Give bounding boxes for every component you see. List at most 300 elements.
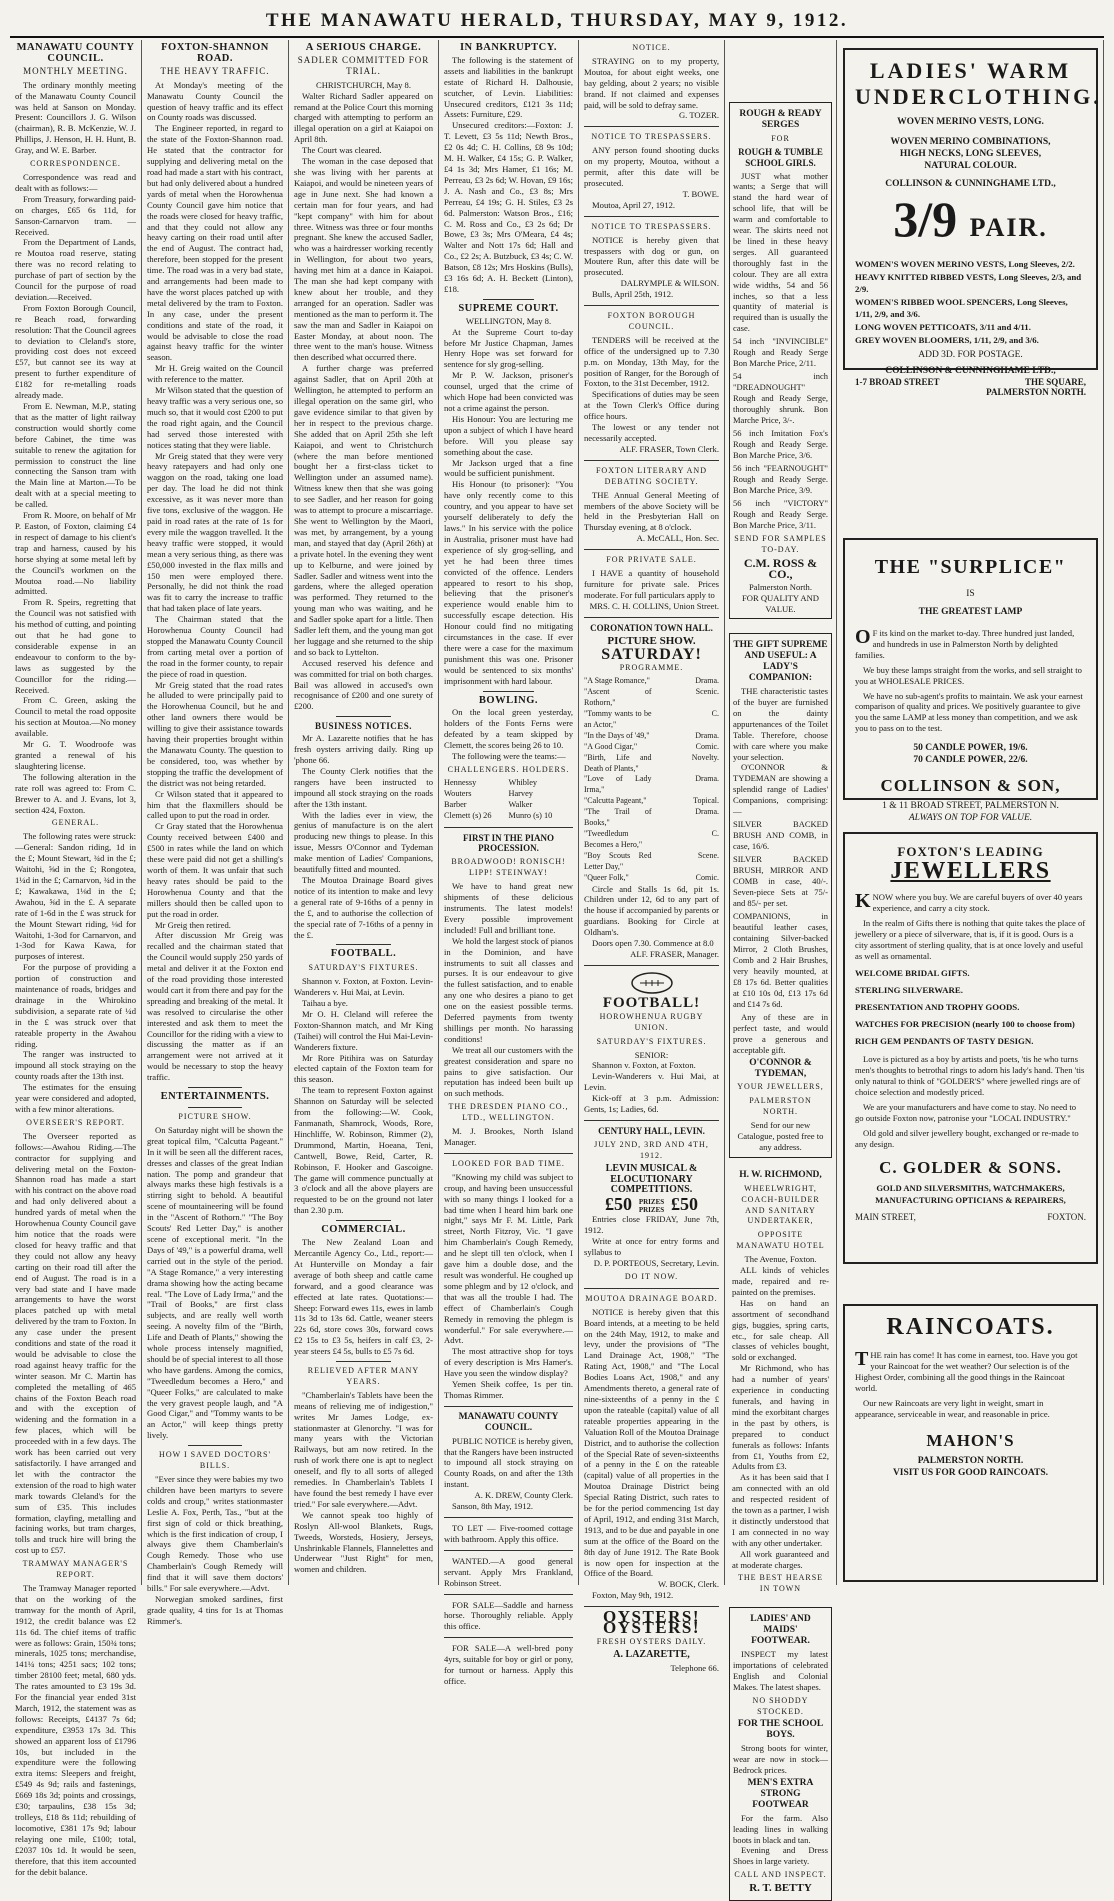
ad-line: ADD 3D. FOR POSTAGE. xyxy=(918,350,1023,360)
team-player: Hennessy xyxy=(444,777,477,787)
paragraph: All work guaranteed and at moderate charges. xyxy=(732,1548,829,1570)
paragraph: We buy these lamps straight from the works, and sell straight to you at WHOLESALE PRICES. xyxy=(855,664,1082,686)
tagline: ALWAYS ON TOP FOR VALUE. xyxy=(908,813,1033,824)
jewellers-ad xyxy=(843,832,1098,1264)
paragraph: Shannon v. Foxton, at Foxton. xyxy=(592,1060,696,1071)
paragraph: The Avenue, Foxton. xyxy=(744,1254,817,1265)
paragraph: Evening and Dress Shoes in large variety. xyxy=(733,1845,828,1867)
paragraph: ANY person found shooting ducks on my property, Moutoa, without a permit, after this date will be prosecuted. xyxy=(584,145,719,188)
divider xyxy=(584,617,719,618)
paragraph: "Ever since they were babies my two children have been martyrs to severe colds and croup," writes stationmaster Leslie A. Fox, Perth, Tas., "but at the first sign of cold or thick breathing, which is the first indication of croup, I always give them Chamberlain's Cough Remedy. Those who use Chamberlain's Cough Remedy will find that it will save them doctors' bills." For sale everywhere.—Advt. xyxy=(147,1474,283,1594)
paragraph: O'CONNOR & TYDEMAN are showing a splendid range of Ladies' Companions, comprising:— xyxy=(733,762,828,817)
paragraph: On the local green yesterday, holders of the Fonts Ferns were defeated by a team skipped by Clemett, the scores being 26 to 10. xyxy=(444,707,573,751)
list-item: RICH GEM PENDANTS OF TASTY DESIGN. xyxy=(855,1036,1034,1047)
section-heading: SATURDAY'S FIXTURES. xyxy=(596,1036,707,1046)
serge-ad xyxy=(729,102,832,619)
price-line: 56 inch "VICTORY" Rough and Ready Serge. Bon Marche Price, 3/11. xyxy=(733,498,828,531)
paragraph: The following alteration in the rate roll was agreed to: From C. Brewer to A. and J. Evans, lot 3, section 424, Foxton. xyxy=(15,771,136,815)
classified: TO LET — Five-roomed cottage with bathroom. Apply this office. xyxy=(444,1523,573,1544)
paragraph: Doors open 7.30. Commence at 8.0 xyxy=(592,938,714,949)
divider xyxy=(483,691,535,692)
ad-title: LADIES' WARM xyxy=(869,58,1072,83)
column-5 xyxy=(579,40,725,1673)
classified: FOR SALE—Saddle and harness horse. Thoroughly reliable. Apply this office. xyxy=(444,1599,573,1632)
signature: T. BOWE. xyxy=(682,188,719,199)
tagline: VISIT US FOR GOOD RAINCOATS. xyxy=(892,1468,1049,1479)
section-heading: SATURDAY'S FIXTURES. xyxy=(308,963,419,973)
paragraph: From the Department of Lands, re Moutoa road reserve, stating there was no record relating to purchase of part of section by the Council for the purpose of road deviation.—Received. xyxy=(15,237,136,302)
paragraph: For the purpose of providing a portion of construction and maintenance of roads, bridges and drainage in the Whirokino subdivision, a separate rate of ¼d in the £ was struck over that rateable property in the Awahou riding. xyxy=(15,962,136,1049)
prize-amount: £50 xyxy=(671,1194,698,1215)
section-heading: OVERSEER'S REPORT. xyxy=(26,1117,125,1127)
dateline: WELLINGTON, May 8. xyxy=(465,315,552,326)
paragraph: We have no sub-agent's profits to maintain. We ask your earnest comparison of quality and prices. We positively guarantee to give you the same LAMP at less money than competition, and we ask you to pass on to the test. xyxy=(855,690,1083,734)
paragraph: The Engineer reported, in regard to the state of the Foxton-Shannon road. He stated that the contractor for supplying and delivering metal on the road had made a start with his contract, but had only delivered about a hundred yards of metal when the Horowhenua County Council gave him notice that the roads were closed for heavy traffic, and that they could not allow any heavy carting on their road until after the end of August. The contract had, therefore, been stopped for the present time. The road was in a very bad state, and arrangements had been made to have the worst places patched up with metal delivered by the tram to Foxton. In any case, under the present conditions and state of the road, it would be advisable to close the road against heavy traffic for the winter season. xyxy=(147,123,283,363)
paragraph: We are your manufacturers and have come to stay. No need to go outside Foxton now, patronise your "LOCAL INDUSTRY." xyxy=(855,1102,1077,1123)
paragraph: Cr Gray stated that the Horowhenua County received between £400 and £500 in rates while the land on which these were paid did not get a shilling's worth of them. It was unfair that such heavy rates should be paid to the Horowhenua County and that the millers should then be called upon to put the road in order. xyxy=(147,821,283,919)
ad-title: THE GIFT SUPREME AND USEFUL: A LADY'S COMPANION: xyxy=(733,640,828,684)
ad-firm: O'CONNOR & TYDEMAN, xyxy=(749,1057,812,1079)
paragraph: Sanson, 8th May, 1912. xyxy=(452,1501,534,1512)
paragraph: Mr Jackson urged that a fine would be sufficient punishment. xyxy=(444,457,573,479)
ad-title: ROUGH & TUMBLE SCHOOL GIRLS. xyxy=(738,146,823,168)
headline: A SERIOUS CHARGE. xyxy=(305,42,422,53)
ad-line: HIGH NECKS, LONG SLEEVES, xyxy=(899,149,1042,159)
divider xyxy=(188,1445,242,1446)
paragraph: From Foxton Borough Council, re Beach road, forwarding resolution: That the Council agrees to deviation to Cleland's store, providing cost does not exceed £57, but cannot see its way at present to further expenditure of £182 for re-metalling roads already made. xyxy=(15,302,136,401)
paragraph: The following is the statement of assets and liabilities in the bankrupt estate of Richard H. Dalhousie, scutcher, of Levin. Liabilities: Unsecured creditors, £121 3s 11d; Assets: Furniture, £29. xyxy=(444,54,573,120)
programme-table xyxy=(584,676,719,883)
section-heading: NOTICE TO TRESPASSERS. xyxy=(591,132,712,142)
paragraph: His Honour: You are lecturing me upon a subject of which I have heard before. Will you please say something about the case. xyxy=(444,413,573,457)
paragraph: Mr A. Lazarette notifies that he has fresh oysters arriving daily. Ring up 'phone 66. xyxy=(294,733,433,765)
ad-title: FOOTBALL! xyxy=(602,994,701,1011)
paragraph: From R. Speirs, regretting that the Council was not satisfied with his method of cutting, and pointing out that he had gone to considerable expense in an endeavour to conform to the by-laws as suggested by the Councillor for the riding.—Received. xyxy=(15,597,136,695)
section-heading: CALL AND INSPECT. xyxy=(734,1870,827,1880)
price-value: 3/9 xyxy=(893,191,958,247)
signature: ALF. FRASER, Town Clerk. xyxy=(619,443,719,454)
paragraph: Our new Raincoats are very light in weight, smart in appearance, serviceable in wear, and reasonable in price. xyxy=(855,1397,1050,1419)
divider xyxy=(444,1637,573,1638)
section-heading: MOUTOA DRAINAGE BOARD. xyxy=(585,1293,718,1303)
paragraph: Norwegian smoked sardines, first grade quality, 4 tins for 1s at Thomas Rimmer's. xyxy=(147,1593,283,1626)
ad-title: MEN'S EXTRA STRONG FOOTWEAR xyxy=(747,1777,814,1810)
paragraph: Specifications of duties may be seen at the Town Clerk's Office during office hours. xyxy=(584,389,719,422)
paragraph: Accused reserved his defence and was committed for trial on both charges. Bail was allowed in accused's own recognisance of £200 and one surety of £200. xyxy=(294,657,433,712)
subheadline: MONTHLY MEETING. xyxy=(23,65,128,76)
ad-title: PICTURE SHOW. xyxy=(607,634,696,647)
programme-title: "Birth, Life and Death of Plants," xyxy=(584,752,652,773)
team-player: Walker xyxy=(508,799,533,809)
paragraph: Shannon v. Foxton, at Foxton. Levin-Wanderers v. Hui Mai, at Levin. xyxy=(294,976,433,998)
section-heading: JULY 2ND, 3RD AND 4TH, 1912. xyxy=(594,1139,709,1160)
paragraph: Write at once for entry forms and syllabus to xyxy=(584,1236,719,1258)
divider xyxy=(584,1120,719,1121)
paragraph: Mr H. Greig waited on the Council with reference to the matter. xyxy=(147,363,283,385)
paragraph: Mr Greig stated that the road rates he alluded to were principally paid to the Horowhenua Council, but he and other land owners there would be willing to give their assistance towards having their properties brought within the Manawatu County. The question to be considered, too, was whether by stopping the traffic the development of the district was not being retarded. xyxy=(147,679,283,788)
address xyxy=(855,387,1086,397)
paragraph: "Chamberlain's Tablets have been the means of relieving me of indigestion," writes Mr James Lodge, ex-stationmaster at Glenorchy. "I was for many years with the Victorian Railways, but am now retired. In the rush of work there one is apt to neglect oneself, and fly to all sorts of alleged remedies. In Chamberlain's Tablets I have found the best remedy I have ever tried." For sale everywhere.—Advt. xyxy=(294,1389,433,1509)
paragraph: ALL kinds of vehicles made, repaired and re-painted on the premises. xyxy=(732,1265,829,1297)
ad-title: LADIES' AND MAIDS' FOOTWEAR. xyxy=(750,1614,811,1647)
ad-title: UNDERCLOTHING. xyxy=(855,84,1102,109)
section-heading: NOTICE TO TRESPASSERS. xyxy=(591,221,712,231)
price-line: WOMEN'S WOVEN MERINO VESTS, Long Sleeves, 2/2. xyxy=(855,259,1075,269)
programme-title: "Tweedledum Becomes a Hero," xyxy=(584,829,643,849)
divider xyxy=(584,965,719,966)
paragraph: The Chairman stated that the Horowhenua County Council had stopped the Manawatu County Council from carting metal over a portion of the road in the former county, to repair the piece of road in question. xyxy=(147,614,283,679)
column-4 xyxy=(439,40,579,1686)
programme-title: "Queer Folk," xyxy=(584,872,629,882)
paragraph: We hold the largest stock of pianos in the Dominion, and have instruments to suit all classes and purses. It is our endeavour to give the fullest satisfaction, and to enable any one who desires a piano to get one on the easiest possible terms. Deferred payments from twenty shillings per month. No harassing conditions! xyxy=(444,935,573,1044)
address-line: PALMERSTON NORTH. xyxy=(917,1456,1024,1467)
price-line: SILVER BACKED BRUSH AND COMB, in case, 16/6. xyxy=(733,818,828,851)
subheadline: THE HEAVY TRAFFIC. xyxy=(160,65,270,76)
divider xyxy=(444,1550,573,1551)
ad-firm: C.M. ROSS & CO., xyxy=(743,555,818,581)
paragraph: The following rates were struck:—General: Sandon riding, 1d in the £; Mount Stewart, ¾d in the £; Waitohi, ⅝d in the £; Rongotea, 1¼d in the £; Carnarvon, ¾d in the £; Kawakawa, 1⅛d in the £; Awahou, ⅝d in the £. A separate rate of 1-6d in the £ was struck for the Mount Stewart riding, ⅛d for Waitohi, 1-3od for Carnarvon, and 1-3od for Kawa Kawa, for purposes of interest. xyxy=(15,831,136,962)
headline: COMMERCIAL. xyxy=(321,1224,406,1236)
masthead xyxy=(10,6,1104,38)
price-line: 70 CANDLE POWER, 22/6. xyxy=(913,755,1028,766)
ad-subtitle: WHEELWRIGHT, COACH-BUILDER AND SANITARY UNDERTAKER, xyxy=(741,1183,820,1226)
divider xyxy=(444,1406,573,1407)
divider xyxy=(444,1594,573,1595)
programme-genre: Scene. xyxy=(697,850,719,860)
ad-line: MANUFACTURING OPTICIANS & REPAIRERS, xyxy=(875,1194,1066,1205)
paragraph: At Monday's meeting of the Manawatu County Council the question of heavy traffic and its effect on County roads was discussed. xyxy=(147,79,283,123)
ad-title: MANAWATU COUNTY COUNCIL. xyxy=(458,1411,559,1433)
paragraph: The lowest or any tender not necessarily accepted. xyxy=(584,422,719,443)
classified: WANTED.—A good general servant. Apply Mrs Frankland, Robinson Street. xyxy=(444,1555,573,1588)
divider xyxy=(336,1220,392,1221)
address-line: MAIN STREET, xyxy=(855,1211,916,1222)
paragraph: Telephone 66. xyxy=(670,1662,719,1673)
paragraph: Mr Greig stated that they were very heavy ratepayers and had only one waggon on the road, taking one load per day. The load he did not think excessive, as it was never more than five tons, exclusive of the waggon. He paid in road rates at the rate of 1s for every mile the waggon travelled. It the heavy traffic were stopped, it would mean a very serious thing, as there was £50,000 invested in the flax mills and 150 men were employed there. Personally, he did not think the road was fit to carry the increase to traffic that had taken place of late years. xyxy=(147,450,283,614)
ad-firm: COLLINSON & SON, xyxy=(880,776,1061,796)
headline: IN BANKRUPTCY. xyxy=(459,42,558,53)
programme-genre: Novelty. xyxy=(691,752,719,762)
paragraph: The Tramway Manager reported that on the working of the tramway for the month of April, 1912, the credit balance was £2 11s 6d. The chief items of traffic were as follows: Grain, 150¾ tons; minerals, 1025 tons; merchandise, 141¼ tons; 4251 sacs; 102 tons; timber 28100 feet; metal, 680 yds. The rates amounted to £3 19s 3d. For the financial year ended 31st March, 1912, the statement was as follows: Receipts, £4137 7s 6d; expenditure, £3953 17s 3d. This showed an apparent loss of £1796 10s, but included in the expenditure were the following extra items: Sleepers and freight, £549 4s 9d; rails and fastenings, £669 18s 3d; points and crossings, £30; tarpaulins, £38 15s 3d; trolleys, £18 8s 11d; rebuilding of locomotive, £381 17s 9d; labour relaying one mile, £100; total, £2037 10s 1d. It would be seen, therefore, that this item accounted for the debit balance. xyxy=(15,1582,136,1877)
ad-subtitle: BROADWOOD! RONISCH! LIPP! STEINWAY! xyxy=(451,857,566,878)
ad-title: FIRST IN THE PIANO PROCESSION. xyxy=(463,832,554,854)
paragraph: SENIOR: xyxy=(634,1049,669,1060)
section-heading: NO SHODDY STOCKED. xyxy=(752,1695,809,1716)
headline: ENTERTAINMENTS. xyxy=(160,1091,270,1103)
paragraph: The most attractive shop for toys of every description is Mrs Hamer's. Have you seen the window display? xyxy=(444,1346,573,1379)
paragraph: Unsecured creditors:—Foxton: J. T. Levett, £3 5s 11d; Newth Bros., £2 0s 4d; C. H. Collins, £8 9s 10d; M. H. Walker, £4 15s; G. P. Walker, £4 1s 3d; Mrs Hamer, £1 16s; M. Perreau, £3 2s 6d; W. Hovan, £9 16s; J. A. Nash and Co., £3 8s; Mrs Perreau, £4 19s; G. H. Stiles, £3 2s 6d. Palmerston: Watson Bros., £16; C. M. Ross and Co., £3 2s 6d; Dr Bowe, £3 3s; Mrs O'Meara, £4 4s; Walter and Nott 17s 6d; Hall and Co., £2 2s; A. Butzbuck, £3 4s; C. W. Batson, £8 12s; Mrs Hoskins (Bulls), £3 16s 6d; A. H. Beckett (Linton), £18. xyxy=(444,120,573,294)
paragraph: The New Zealand Loan and Mercantile Agency Co., Ltd., report:—At Hunterville on Monday a fair average of both sheep and cattle came forward, and a good clearance was effected at late rates. Quotations:—Sheep: Forward ewes 11s, ewes in lamb 11s 3d to 13s 6d. Cattle, weaner steers 22s 6d, store cows 30s, forward cows £2 15s to £3 5s, heifers in calf £3, 2-year steers £4 5s, bulls to £5 7s 6d. xyxy=(294,1237,433,1357)
price-line: HEAVY KNITTED RIBBED VESTS, Long Sleeves, 2/3, and 2/9. xyxy=(855,272,1082,294)
divider xyxy=(444,1153,573,1154)
paragraph: On Saturday night will be shown the great topical film, "Calcutta Pageant." In it will be seen all the different races, dresses and classes of the great Indian nation. The pomp and grandeur that always marks these high festivals is a stirring sight to behold. A beautiful scene of mountaineering will be found in the "Ascent of Rothorn." "The Boy Scouts' Red Letter Day," is another scene of exceptional merit. "In the Days of '49," is a powerful drama, well carried out in the style of the period. "A Stage Romance," a very interesting drama showing how the acting became real. "The Love of Lady Irma," and the "Trail of Books," are first class subjects, and are really well worth seeing. A novelty film of the "Birth, Life and Death of Plants," showing the whole process intensely magnified, should be of special interest to all those who have gardens. Among the comics, "Tweedledum becomes a Hero," and "Queer Folks," are calculated to make the very gravest people laugh, and "A Good Cigar," and "Tommy wants to be an Actor," will keep things pretty lively. xyxy=(147,1124,283,1441)
paragraph: Old gold and silver jewellery bought, exchanged or re-made to any design. xyxy=(855,1127,1079,1149)
programme-title: "A Good Cigar," xyxy=(584,741,638,751)
ad-firm: COLLINSON & CUNNINGHAME LTD., xyxy=(885,366,1056,376)
ad-title: FOR THE SCHOOL BOYS. xyxy=(737,1719,824,1741)
ad-firm: R. T. BETTY xyxy=(749,1882,812,1895)
price-list xyxy=(855,258,1086,346)
ad-title: CORONATION TOWN HALL. xyxy=(590,622,713,633)
section-heading: HOW I SAVED DOCTORS' BILLS. xyxy=(159,1450,271,1471)
paragraph: Send for our new Catalogue, posted free to any address. xyxy=(737,1120,824,1152)
paragraph: The County Clerk notifies that the rangers have been instructed to impound all stock straying on the roads after the 13th instant. xyxy=(294,765,433,809)
list-item: PRESENTATION AND TROPHY GOODS. xyxy=(855,1002,1020,1013)
paragraph: Levin-Wanderers v. Hui Mai, at Levin. xyxy=(584,1071,719,1093)
column-1 xyxy=(10,40,142,1877)
programme-genre: Drama. xyxy=(695,807,719,817)
signature: ALF. FRASER, Manager. xyxy=(630,948,719,959)
paragraph: As it has been said that I am connected with an old and respected resident of the town as a partner, I wish it distinctly understood that I am connected in no way with any other undertaker. xyxy=(732,1472,829,1548)
signature: D. P. PORTEOUS, Secretary, Levin. xyxy=(593,1258,719,1268)
paragraph: We treat all our customers with the greatest consideration and spare no pains to give satisfaction. Our reputation has indeed been built up on such methods. xyxy=(444,1044,573,1099)
prize-amount: £50 xyxy=(605,1194,632,1215)
headline: SUPREME COURT. xyxy=(458,302,559,314)
team-player: Clemett (s) 26 xyxy=(444,810,492,820)
divider xyxy=(584,126,719,127)
programme-title: "The Trail of Books," xyxy=(584,807,652,828)
ad-title: SATURDAY! xyxy=(601,645,702,663)
address-line: FOXTON. xyxy=(1047,1211,1086,1222)
paragraph: Correspondence was read and dealt with as follows:— xyxy=(15,171,136,193)
paragraph: From R. Moore, on behalf of Mr P. Easton, of Foxton, claiming £4 in respect of damage to his client's trap and harness, caused by his horse shying at some metal left by the Council's workmen on the Moutoa road.—No liability admitted. xyxy=(15,510,136,597)
ad-title: LEVIN MUSICAL & ELOCUTIONARY COMPETITIONS. xyxy=(605,1162,698,1196)
divider xyxy=(584,216,719,217)
paragraph: After discussion Mr Greig was recalled and the chairman stated that the Council would supply 250 yards of metal and deliver it at the Foxton end of the road providing those interested would cart it from there and pay for the spreading and breaking of the metal. It was resolved to circularise the other interested and ask them to meet the Councillor for the riding with a view to discussing the matter as if an arrangement were not arrived at it would be necessary to stop the heavy traffic. xyxy=(147,930,283,1083)
ad-line: THE GREATEST LAMP xyxy=(918,607,1023,617)
programme-title: "Ascent of Rothorn," xyxy=(584,687,652,708)
divider xyxy=(444,827,573,828)
signature: A. K. DREW, County Clerk. xyxy=(474,1490,573,1501)
programme-title: "Calcutta Pageant," xyxy=(584,796,647,806)
gift-ad xyxy=(729,633,832,1157)
paragraph: Mr Richmond, who has had a number of years' experience in conducting funerals, and having in mind the exorbitant charges in the past by others, is prepared to conduct funerals as follows: Infants from £1, Youths from £2, Adults from £3. xyxy=(732,1363,829,1472)
ad-line: WOVEN MERINO COMBINATIONS, xyxy=(890,137,1051,147)
price-list xyxy=(733,336,828,531)
divider xyxy=(444,1517,573,1518)
address-line: 1-7 BROAD STREET xyxy=(855,377,940,387)
paragraph: Walter Richard Sadler appeared on remand at the Police Court this morning charged with attempting to perform an illegal operation on a girl at Kaiapoi on April 8th. xyxy=(294,90,433,145)
section-heading: FOR PRIVATE SALE. xyxy=(606,555,697,565)
divider xyxy=(584,1288,719,1289)
divider xyxy=(188,1107,242,1108)
price-line: 56 inch Imitation Fox's Rough and Ready Serge. Bon Marche Price, 3/6. xyxy=(733,428,828,461)
address-line: THE SQUARE, xyxy=(1024,377,1086,387)
price-line: WOMEN'S RIBBED WOOL SPENCERS, Long Sleeves, 1/11, 2/9, and 3/6. xyxy=(855,297,1068,319)
paragraph: THE characteristic tastes of the buyer are furnished on the dainty appurtenances of the Toilet Table. Therefore, choose with care where you make your selection. xyxy=(733,686,828,762)
price-line: SILVER BACKED BRUSH, MIRROR AND COMB in case, 40/-. Seven-piece Sets at 75/- and 85/- per set. xyxy=(733,853,828,908)
programme-title: "Boy Scouts Red Letter Day," xyxy=(584,850,652,871)
paragraph: The Moutoa Drainage Board gives notice of its intention to make and levy a general rate of 9-16ths of a penny in the £, and to authorise the collection of the special rate of 7-16ths of a penny in the £. xyxy=(294,874,433,940)
paragraph: Mr O. H. Cleland will referee the Foxton-Shannon match, and Mr King (Taihei) will control the Hui Mai-Levin-Wanderers fixture. xyxy=(294,1008,433,1052)
divider xyxy=(584,460,719,461)
paragraph: From E. Newman, M.P., stating that as the matter of light railway construction would shortly come before Cabinet, the time was suitable to renew the agitation for permission to construct the line connecting the Sanson tram with the Main line at Marton.—To be dealt with at a special meeting to be called. xyxy=(15,401,136,510)
divider xyxy=(336,1361,392,1362)
section-heading: FRESH OYSTERS DAILY. xyxy=(596,1637,707,1646)
headline: MANAWATU COUNTY COUNCIL. xyxy=(16,42,135,64)
section-heading: CORRESPONDENCE. xyxy=(30,159,121,169)
paragraph: Mr Rore Pitihira was on Saturday elected captain of the Foxton team for this season. xyxy=(294,1052,433,1085)
paragraph: THE rain has come! It has come in earnest, too. Have you got your Raincoat for the wet weather? Our selection is of the Highest Order, combining all the good things in the Raincoat world. xyxy=(855,1348,1078,1393)
paragraph: The ordinary monthly meeting of the Manawatu County Council was held at Sanson on Monday. Present: Councillors J. G. Wilson (chairman), R. B. McKenzie, W. J. Phillips, J. Henson, H. H. Hunt, B. Gray, and W. E. Barber. xyxy=(15,79,136,156)
table-header: CHALLENGERS. HOLDERS. xyxy=(447,765,570,774)
ad-firm: COLLINSON & CUNNINGHAME LTD., xyxy=(885,179,1056,189)
raincoats-ad xyxy=(843,1304,1098,1582)
ad-firm: C. GOLDER & SONS. xyxy=(879,1157,1062,1177)
section-heading: HOROWHENUA RUGBY UNION. xyxy=(599,1011,704,1032)
section-heading: DO IT NOW. xyxy=(624,1271,679,1281)
price-line: LONG WOVEN PETTICOATS, 3/11 and 4/11. xyxy=(855,322,1031,332)
paragraph: Mr Wilson stated that the question of heavy traffic was a very serious one, so much so, that it would cost £200 to put the road right again, and the Council had served those interested with notices stating that they were liable. xyxy=(147,385,283,450)
paragraph: The Court was cleared. xyxy=(302,145,382,156)
divider xyxy=(584,305,719,306)
list-item: WELCOME BRIDAL GIFTS. xyxy=(855,968,970,979)
ad-title: RAINCOATS. xyxy=(886,1314,1055,1340)
paragraph: Yemen Sheik coffee, 1s per tin. Thomas Rimmer. xyxy=(444,1379,573,1400)
paragraph: Bulls, April 25th, 1912. xyxy=(592,289,674,300)
prize-label: PRIZES PRIZES xyxy=(638,1198,665,1215)
paragraph: "Knowing my child was subject to croup, and having been unsuccessful with so many things I looked for a bad time when I heard him bark one night," says Mr F. M. Little, Park street, North Fitzroy, Vic. "I gave him Chamberlain's Cough Remedy, and he slept till ten o'clock, when I gave him a double dose, and the result was wonderful. He coughed up some phlegm and by 12 o'clock, and that was all the trouble I had. The effect of Chamberlain's Cough Remedy in removing the phlegm is wonderful." For sale everywhere.—Advt. xyxy=(444,1171,573,1346)
divider xyxy=(584,549,719,550)
signature: G. TOZER. xyxy=(678,110,719,121)
price-line: GREY WOVEN BLOOMERS, 1/11, 2/9, and 3/6. xyxy=(855,335,1039,345)
programme-title: "Love of Lady Irma," xyxy=(584,774,652,795)
price-list xyxy=(733,819,828,1010)
paragraph: At the Supreme Court to-day before Mr Justice Chapman, James Henry Hope was set forward for sentence for sly grog-selling. xyxy=(444,326,573,370)
team-player: Barber xyxy=(444,799,467,809)
list-item: WATCHES FOR PRECISION (nearly 100 to choose from) xyxy=(855,1019,1075,1030)
team-player: Harvey xyxy=(508,788,533,798)
divider xyxy=(483,299,535,300)
paragraph: The Overseer reported as follows:—Awahou Riding.—The contractor for supplying and delivering metal on the Foxton-Shannon road has made a start with his contract on the above road and had only delivered about a hundred yards of metal when the Horowhenua County Council gave him notice that the roads were closed for heavy traffic and that they could not allow any heavy carting on their road till after the end of August. The road is in a very bad state and I have made arrangements to have the worst places patched up with metal delivered by the tram to Foxton. In any case under the present conditions and state of the road it would be advisable to close the road against heavy traffic for the winter season. Mr C. Martin has completed the metalling of 465 chains of the Foxton Beach road and with the exception of widening and the formation in a few places, which will be proceeded with in a few days. The work has been carried out very satisfactorily. I have arranged and let with the contractor the extension of the road to high water mark towards Cleland's for the sum of £35. This includes formation, clayfing, metalling and facining works, but tram charges, tolls and truck hire will bring the cost up to £57. xyxy=(15,1130,136,1556)
ad-subtitle: YOUR JEWELLERS, xyxy=(737,1082,824,1092)
paragraph: NOTICE is hereby given that trespassers with dog or gun, on Moutere Run, after this date will be prosecuted. xyxy=(584,234,719,278)
paragraph: Cr Wilson stated that it appeared to him that the flaxmillers should be called upon to put the road in order. xyxy=(147,788,283,821)
programme-genre: Comic. xyxy=(695,741,719,751)
programme-title: "In the Days of '49," xyxy=(584,730,650,740)
paragraph: We cannot speak too highly of Roslyn All-wool Blankets, Rugs, Tweeds, Worsteds, Hosiery, Jerseys, Unshrinkable Flannels, Flannelettes and Underwear "Just Right" for men, women and children. xyxy=(294,1509,433,1575)
teams-table xyxy=(444,778,573,822)
paragraph: M. J. Brookes, North Island Manager. xyxy=(444,1126,573,1147)
section-heading: FOXTON BOROUGH COUNCIL. xyxy=(607,311,696,331)
underclothing-ad xyxy=(843,48,1102,397)
address-line: PALMERSTON NORTH. xyxy=(986,387,1086,397)
paragraph: I HAVE a quantity of household furniture for private sale. Prices moderate. For full particulars apply to xyxy=(584,568,719,600)
ad-title: OYSTERS! OYSTERS! xyxy=(602,1607,701,1638)
ad-firm: A. LAZARETTE, xyxy=(613,1648,690,1660)
price-line: 54 inch "INVINCIBLE" Rough and Ready Serge Bon Marche Price, 2/11. xyxy=(733,336,828,369)
price-line: COMPANIONS, in beautiful leather cases, containing Silver-backed Mirror, 2 Cloth Brushes, Comb and 2 Hair Brushes, very heavily mounted, at £8 17s 6d. Better qualities at £10 10s 0d, £13 17s 6d and £14 7s 6d. xyxy=(733,910,828,1009)
signature: DALRYMPLE & WILSON. xyxy=(620,278,719,289)
divider xyxy=(336,716,392,717)
column-6 xyxy=(725,40,837,1895)
ad-line: IS xyxy=(966,589,975,599)
paragraph: The ranger was instructed to impound all stock straying on the county roads after the 13th inst. xyxy=(15,1049,136,1082)
section-heading: THE BEST HEARSE IN TOWN xyxy=(737,1573,824,1594)
paragraph: For the farm. Also leading lines in walking boots in black and tan. xyxy=(733,1812,828,1845)
address-line: 1 & 11 BROAD STREET, PALMERSTON N. xyxy=(882,801,1059,812)
paragraph: In the realm of Gifts there is nothing that quite takes the place of jewellery or a piece of silverware, that is, if it is good. Ours is a city assortment of sterling quality, that is at once lovely and useful as well as ornamental. xyxy=(855,917,1086,961)
section-heading: GENERAL. xyxy=(51,818,100,828)
paragraph: Mr P. W. Jackson, prisoner's counsel, urged that the crime of which Hope had been convicted was not a crime against the person. xyxy=(444,370,573,413)
ad-line: NATURAL COLOUR. xyxy=(924,161,1017,171)
ad-subtitle: OPPOSITE MANAWATU HOTEL xyxy=(736,1230,825,1251)
paragraph: A further charge was preferred against Sadler, that on April 20th at Wellington, he attempted to perform an illegal operation on the same girl, who gave evidence similar to that given by her in respect to the previous charge. She added that on April 25th she left Kaiapoi, and went to Christchurch (where the man before mentioned bought her a first-class ticket to Wellington under an assumed name). Witness knew then that she was going to see Sadler, and her reason for going was to attempt to procure a miscarriage. She went to Wellington by the Maori, was met, by arrangement, by a young man, and stayed that day (April 26th) at a private hotel. In the evening they went up to Kelburne, and were joined by Sadler. Sadler and witness went into the gardens, where the alleged operation was performed. They returned to the young man who was waiting, and he and Sadler spoke apart for a little. Then Sadler left them, and the young man got her luggage and she returned to the ship and so back to Lyttelton. xyxy=(294,363,433,657)
section-heading: PROGRAMME. xyxy=(619,663,684,673)
ad-firm: H. W. RICHMOND, xyxy=(739,1169,822,1180)
section-heading: PICTURE SHOW. xyxy=(178,1112,252,1121)
paragraph: Taihau a bye. xyxy=(302,998,348,1009)
signature: MRS. C. H. COLLINS, Union Street. xyxy=(589,600,719,611)
list-item: STERLING SILVERWARE. xyxy=(855,985,963,996)
paragraph: JUST what mother wants; a Serge that will stand the hard wear of school life, that will be warm and comfortable to wear. The skirts need not be lined in these heavy serges. All guaranteed thoroughly fast in the colour. They are all extra wide widths, 54 and 56 inches, so that a less quantity of material is required than is usually the case. xyxy=(733,170,828,334)
paragraph: Strong boots for winter, wear are now in stock—Bedrock prices. xyxy=(733,1743,828,1776)
programme-title: "Tommy wants to be an Actor," xyxy=(584,709,652,729)
paragraph: Circle and Stalls 1s 6d, pit 1s. Children under 12, 6d to any part of the house if accompanied by parents or guardians. Booking for Circle at Oldham's. xyxy=(584,883,719,938)
paragraph: STRAYING on to my property, Moutoa, for about eight weeks, one bay gelding, about 2 years; no visible brand. If not claimed and expenses paid, will be sold to defray same. xyxy=(584,55,719,110)
paragraph: OF its kind on the market to-day. Three hundred just landed, and hundreds in use in Palmerston North by delighted families. xyxy=(855,626,1075,660)
price xyxy=(855,190,1086,257)
price-line: 54 inch "DREADNOUGHT" Rough and Ready Serge, thoroughly shrunk. Bon Marche Price, 3/-. xyxy=(733,371,828,426)
price-unit: PAIR. xyxy=(969,213,1048,242)
paragraph: With the ladies ever in view, the genius of manufacture is on the alert producing new things to please. In this issue, Messrs O'Connor and Tydeman make mention of Ladies' Companions, beautifully fitted and mounted. xyxy=(294,809,433,875)
paragraph: KNOW where you buy. We are careful buyers of over 40 years experience, and carry a city stock. xyxy=(855,890,1083,913)
programme-genre: Topical. xyxy=(693,796,719,806)
divider xyxy=(188,1087,242,1088)
classified: FOR SALE—A well-bred pony 4yrs, suitable for boy or girl or pony, for turnout or harness. Apply this office. xyxy=(444,1643,573,1686)
headline: FOXTON-SHANNON ROAD. xyxy=(161,42,269,64)
paragraph: PUBLIC NOTICE is hereby given, that the Rangers have been instructed to impound all stock straying on County Roads, on and after the 13th instant. xyxy=(444,1435,574,1490)
paragraph: Palmerston North. xyxy=(748,581,812,592)
programme-genre: C. xyxy=(711,709,719,719)
paragraph: INSPECT my latest importations of celebrated English and Colonial Makes. The latest shapes. xyxy=(733,1649,828,1692)
headline: BOWLING. xyxy=(478,694,539,706)
price-line: 56 inch "FEARNOUGHT" Rough and Ready Serge. Bon Marche Price, 3/9. xyxy=(733,463,828,496)
divider xyxy=(336,944,392,945)
column-3 xyxy=(289,40,439,1585)
programme-genre: C. xyxy=(711,829,719,838)
signature: A. McCALL, Hon. Sec. xyxy=(636,533,719,544)
footwear-ad xyxy=(729,1607,832,1901)
section-heading: LOOKED FOR BAD TIME. xyxy=(452,1158,565,1168)
programme-genre: Scenic. xyxy=(695,687,719,697)
richmond-ad xyxy=(729,1164,832,1601)
paragraph: The woman in the case deposed that she was living with her parents at Kaiapoi, and would be nineteen years of age in June next. She had known a certain man for four years, and had "kept company" with him for about three. Witness was three or four months pregnant. She knew the accused Sadler, who was a hairdresser working recently in Wellington, for about two years, having met him at a dance in Kaiapoi. The man she had kept company with knew about her trouble, and they arranged for an operation. Sadler was mentioned as the man to perform it. The saw the man and Sadler in Kaiapoi on Easter Monday, at about noon. The three went to the man's house. Witness then described what occurred there. xyxy=(294,156,433,363)
programme-genre: Comic. xyxy=(695,872,719,882)
address xyxy=(855,377,1086,387)
ad-line: GOLD AND SILVERSMITHS, WATCHMAKERS, xyxy=(876,1182,1065,1193)
paragraph: Entries close FRIDAY, June 7th, 1912. xyxy=(584,1214,719,1236)
ad-firm: THE DRESDEN PIANO CO., LTD., WELLINGTON. xyxy=(448,1102,569,1123)
headline: FOOTBALL. xyxy=(330,948,397,960)
lamp-ad xyxy=(843,538,1098,824)
ad-title: JEWELLERS xyxy=(890,858,1051,884)
price-line: 50 CANDLE POWER, 19/6. xyxy=(913,743,1028,754)
paragraph: Kick-off at 3 p.m. Admission: Gents, 1s; Ladies, 6d. xyxy=(584,1093,719,1115)
ad-title: FOXTON'S LEADING xyxy=(897,844,1044,859)
paragraph: His Honour (to prisoner): "You have only recently come to this country, and you appear to have set yourself deliberately to defy the laws." In his service with the police in Australia, prisoner must have had experience of sly grog-selling, and yet he had been three times convicted of the offence. Lenders appeared to resort to his shop, believing that the prisoner's experience would enable him to successfully escape detection. His Honour could find no mitigating circumstances in the case. If ever there were a case for the maximum punishment this was one. Prisoner would be sentenced to six months' imprisonment with hard labour. xyxy=(444,479,573,686)
team-player: Wouters xyxy=(444,788,472,798)
paragraph: We have to hand great new shipments of these delicious instruments. The latest models! Every possible improvement included! Full and brilliant tone. xyxy=(444,881,573,935)
section-heading: NOTICE. xyxy=(632,43,671,52)
ad-subtitle: FOR xyxy=(771,133,790,143)
paragraph: Any of these are in perfect taste, and would prove a generous and acceptable gift. xyxy=(733,1011,828,1055)
paragraph: The estimates for the ensuing year were considered and adopted, with a few minor alterations. xyxy=(15,1082,136,1114)
paragraph: TENDERS will be received at the office of the undersigned up to 7.30 p.m. on Monday, 13th May, for the position of Ranger, for the Borough of Foxton, to the 31st December, 1912. xyxy=(584,334,719,389)
masthead-title: THE MANAWATU HERALD, THURSDAY, MAY 9, 1912. xyxy=(265,10,849,31)
section-heading: FOXTON LITERARY AND DEBATING SOCIETY. xyxy=(595,465,707,486)
team-player: Munro (s) 10 xyxy=(508,810,553,820)
